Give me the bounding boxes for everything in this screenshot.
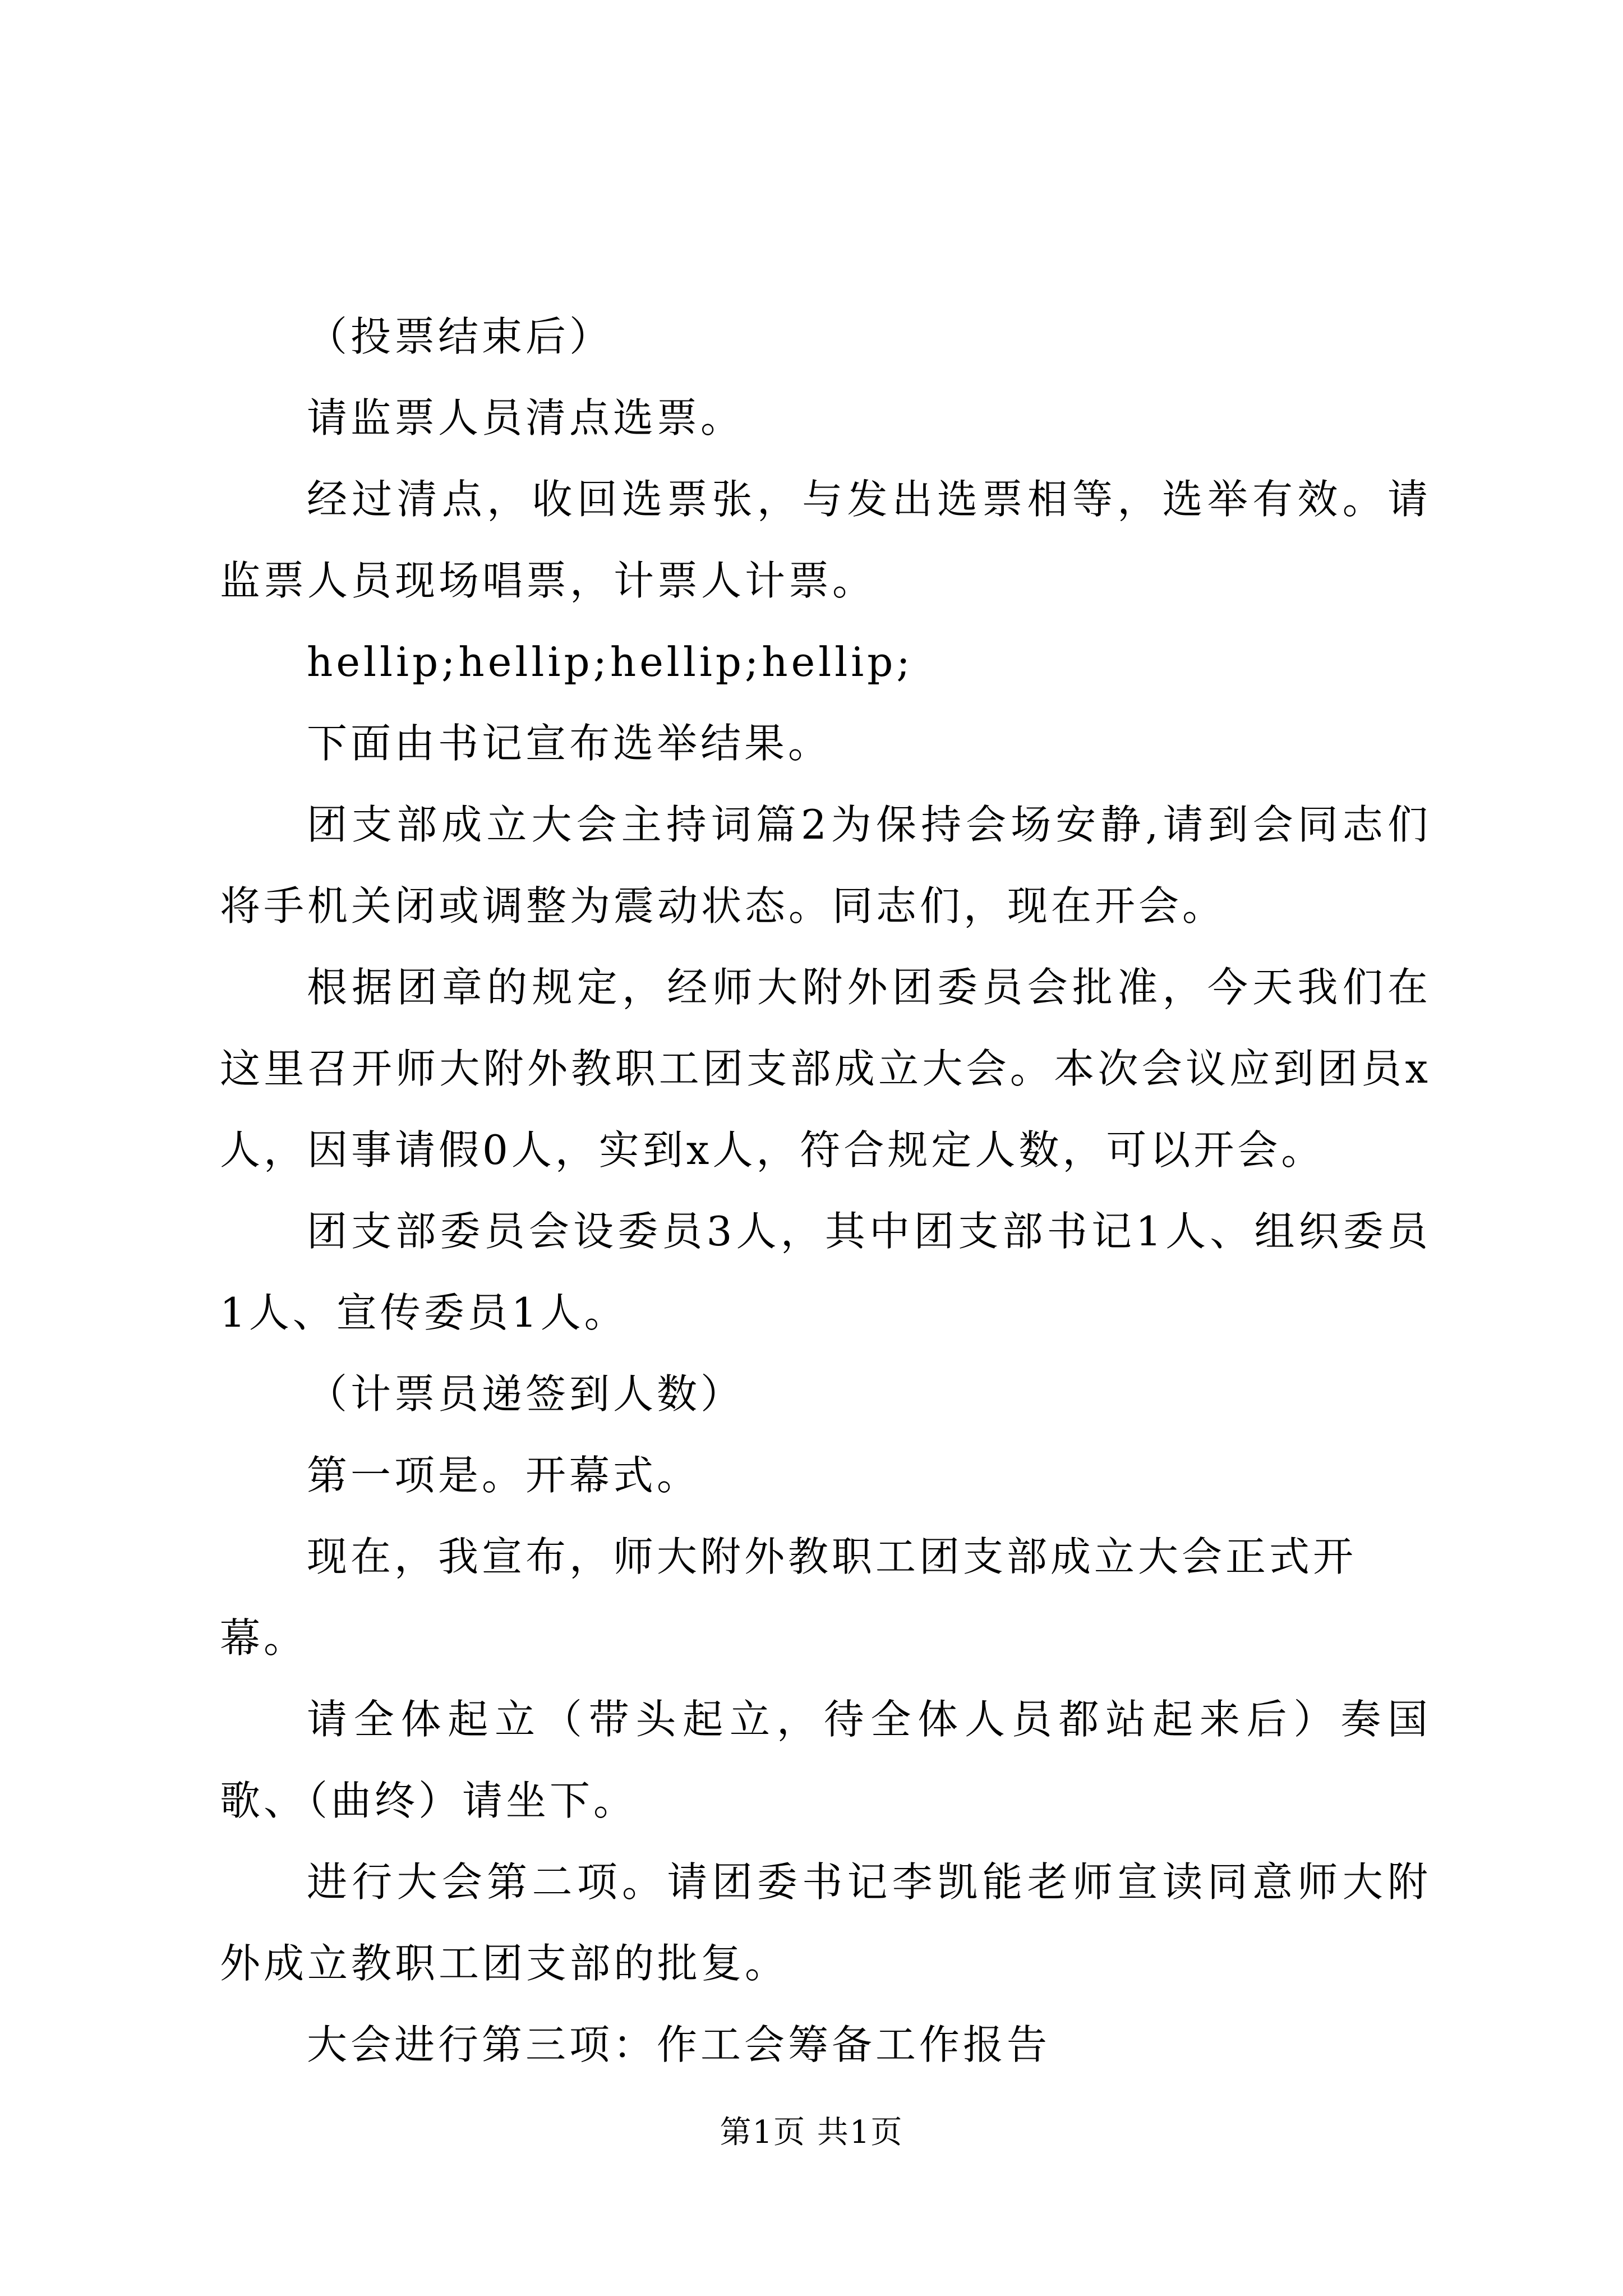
paragraph-declare-opening: 现在，我宣布，师大附外教职工团支部成立大会正式开幕。 (220, 1533, 1357, 1662)
paragraph-count-ballots: 请监票人员清点选票。 (307, 394, 745, 441)
page-footer: 第1页 共1页 (720, 2114, 903, 2151)
paragraph-election-valid: 经过清点，收回选票张，与发出选票相等，选举有效。请监票人员现场唱票，计票人计票。 (220, 476, 1431, 604)
paragraph-opening-remarks: 团支部成立大会主持词篇2为保持会场安静,请到会同志们将手机关闭或调整为震动状态。同志们，现在开会。 (220, 801, 1431, 930)
paragraph-voting-ended: （投票结束后） (307, 313, 614, 360)
paragraph-meeting-attendance: 根据团章的规定，经师大附外团委员会批准，今天我们在这里召开师大附外教职工团支部成立大会。本次会议应到团员x人，因事请假0人，实到x人，符合规定人数，可以开会。 (220, 964, 1431, 1174)
paragraph-committee-members: 团支部委员会设委员3人，其中团支部书记1人、组织委员1人、宣传委员1人。 (220, 1208, 1431, 1336)
paragraph-item-three: 大会进行第三项：作工会筹备工作报告 (307, 2021, 1051, 2068)
paragraph-announce-results: 下面由书记宣布选举结果。 (307, 720, 832, 767)
paragraph-item-one: 第一项是。开幕式。 (307, 1452, 701, 1499)
document-body (220, 0, 1431, 2086)
paragraph-item-two: 进行大会第二项。请团委书记李凯能老师宣读同意师大附外成立教职工团支部的批复。 (220, 1858, 1431, 1987)
paragraph-sign-in-count: （计票员递签到人数） (307, 1370, 745, 1418)
paragraph-ellipsis: hellip;hellip;hellip;hellip; (307, 638, 914, 685)
paragraph-national-anthem: 请全体起立（带头起立，待全体人员都站起来后）奏国歌、（曲终）请坐下。 (220, 1696, 1431, 1824)
